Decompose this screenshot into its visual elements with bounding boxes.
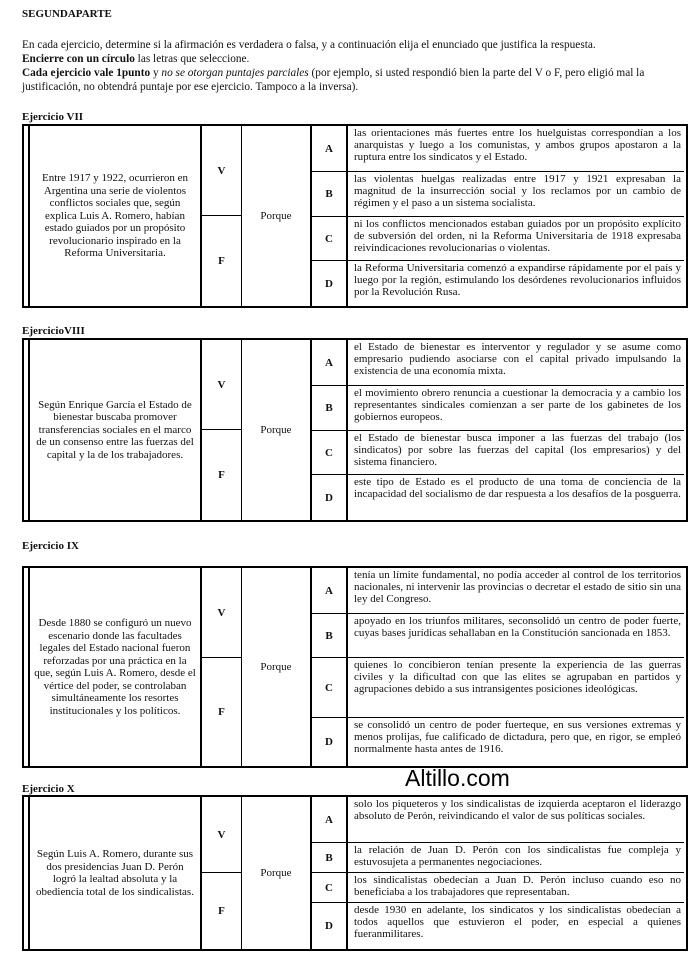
exercise-9-porque: Porque bbox=[242, 568, 312, 766]
exercise-9-option-a: tenía un límite fundamental, no podía acceder al control de los territorios nacionales, ni intervenir las provincias o decretar el estado de sitio sin una ley del Congreso. bbox=[348, 568, 684, 614]
instruction-line-1: En cada ejercicio, determine si la afirmación es verdadera o falsa, y a continuación elija el enunciado que justifica la respuesta. bbox=[22, 39, 596, 51]
exercise-10-title: Ejercicio X bbox=[22, 783, 75, 795]
exercise-7-true-option[interactable]: V bbox=[202, 126, 242, 216]
exercise-9-option-b: apoyado en los triunfos militares, seconsolidó un centro de poder fuerte, cuyas bases jurídicas sehallaban en la Constitución sancionada en 1853. bbox=[348, 614, 684, 658]
exercise-10-letter-b[interactable]: B bbox=[312, 843, 348, 873]
exercise-8-true-option[interactable]: V bbox=[202, 340, 242, 430]
exercise-9-title: Ejercicio IX bbox=[22, 540, 79, 552]
exercise-9-false-option[interactable]: F bbox=[202, 658, 242, 766]
section-title: SEGUNDAPARTE bbox=[22, 8, 112, 20]
exercise-7-porque: Porque bbox=[242, 126, 312, 306]
instruction-line-2: Encierre con un círculo las letras que seleccione. bbox=[22, 53, 250, 65]
exercise-8-option-a: el Estado de bienestar es interventor y regulador y se asume como empresario pudiendo asociarse con el capital privado impulsando la existencia de una economía mixta. bbox=[348, 340, 684, 386]
exercise-7-title: Ejercicio VII bbox=[22, 111, 83, 123]
exercise-10-option-b: la relación de Juan D. Perón con los sindicalistas fue compleja y estuvosujeta a permanentes negociaciones. bbox=[348, 843, 684, 873]
exercise-9-option-c: quienes lo concibieron tenían presente la experiencia de las guerras civiles y la dificultad con que las elites se agrupaban en partidos y agrupaciones debido a sus intransigentes posiciones ideológicas. bbox=[348, 658, 684, 718]
exercise-8-table bbox=[22, 338, 688, 522]
instruction-line-3: Cada ejercicio vale 1punto y no se otorgan puntajes parciales (por ejemplo, si usted respondió bien la parte del V o F, pero eligió mal la justificación, no obtendrá puntaje por ese ejercicio. Tampoco a la inversa). bbox=[22, 67, 645, 93]
exercise-10-true-option[interactable]: V bbox=[202, 797, 242, 873]
exercise-7-option-d: la Reforma Universitaria comenzó a expandirse rápidamente por el país y luego por la región, estimulando los desórdenes revolucionarios influidos por la Revolución Rusa. bbox=[354, 262, 681, 299]
exercise-10-option-a: solo los piqueteros y los sindicalistas de izquierda aceptaron el liderazgo absoluto de Perón, reivindicando el valor de sus políticas sociales. bbox=[348, 797, 684, 843]
exercise-8-letter-b[interactable]: B bbox=[312, 386, 348, 431]
exercise-9-statement: Desde 1880 se configuró un nuevo escenario donde las facultades legales del Estado nacional fueron reforzadas por una práctica en la que, según Luis A. Romero, desde el vértice del poder, se controlaban simultáneamente los resortes institucionales y los políticos. bbox=[28, 568, 202, 766]
exercise-8-letter-c[interactable]: C bbox=[312, 431, 348, 475]
exercise-8-option-c: el Estado de bienestar busca imponer a las fuerzas del trabajo (los sindicatos) por sobre las fuerzas del capital (los empresarios) y del sistema financiero. bbox=[348, 431, 684, 475]
exercise-7-letter-a[interactable]: A bbox=[312, 126, 348, 172]
altillo-watermark: Altillo.com bbox=[405, 765, 510, 791]
exercise-7-statement: Entre 1917 y 1922, ocurrieron en Argentina una serie de violentos conflictos sociales que, según explica Luis A. Romero, habían estado guiados por un propósito revolucionario inspirado en la Reforma Universitaria. bbox=[28, 126, 202, 306]
exercise-8-option-d: este tipo de Estado es el producto de una toma de conciencia de la incapacidad del socialismo de dar respuesta a los desafíos de la posguerra. bbox=[354, 476, 681, 501]
exercise-10-statement: Según Luis A. Romero, durante sus dos presidencias Juan D. Perón logró la lealtad absoluta y la obediencia total de los sindicalistas. bbox=[28, 797, 202, 949]
exercise-10-letter-c[interactable]: C bbox=[312, 873, 348, 903]
exercise-8-letter-a[interactable]: A bbox=[312, 340, 348, 386]
exercise-8-title: EjercicioVIII bbox=[22, 325, 85, 337]
exercise-9-letter-d[interactable]: D bbox=[312, 718, 348, 766]
exercise-10-letter-d[interactable]: D bbox=[312, 903, 348, 949]
exercise-7-letter-b[interactable]: B bbox=[312, 172, 348, 217]
exercise-8-letter-d[interactable]: D bbox=[312, 475, 348, 520]
exercise-10-porque: Porque bbox=[242, 797, 312, 949]
exercise-9-true-option[interactable]: V bbox=[202, 568, 242, 658]
exercise-10-option-d: desde 1930 en adelante, los sindicatos y los sindicalistas obedecían a todos aquellos que estuvieron el poder, en especial a quienes fueranmilitares. bbox=[354, 904, 681, 941]
exercise-7-letter-c[interactable]: C bbox=[312, 217, 348, 261]
exercise-8-false-option[interactable]: F bbox=[202, 430, 242, 520]
exercise-8-porque: Porque bbox=[242, 340, 312, 520]
instructions bbox=[22, 38, 687, 94]
exercise-7-letter-d[interactable]: D bbox=[312, 261, 348, 306]
exercise-10-table bbox=[22, 795, 688, 951]
exercise-7-option-b: las violentas huelgas realizadas entre 1917 y 1921 expresaban la magnitud de la insurrección social y los reclamos por un cambio de régimen y el paso a un sistema socialista. bbox=[348, 172, 684, 217]
exercise-9-letter-b[interactable]: B bbox=[312, 614, 348, 658]
exercise-9-option-d: se consolidó un centro de poder fuerteque, en sus versiones extremas y menos prolijas, fue calificado de dictadura, pero que, en rigor, se empleó normalmente hasta antes de 1916. bbox=[354, 719, 681, 756]
exercise-10-letter-a[interactable]: A bbox=[312, 797, 348, 843]
exercise-9-letter-c[interactable]: C bbox=[312, 658, 348, 718]
exercise-10-option-c: los sindicalistas obedecían a Juan D. Perón incluso cuando eso no beneficiaba a los trabajadores que representaban. bbox=[348, 873, 684, 903]
exercise-9-table bbox=[22, 566, 688, 768]
exercise-9-letter-a[interactable]: A bbox=[312, 568, 348, 614]
exercise-8-option-b: el movimiento obrero renuncia a cuestionar la democracia y a cambio los representantes sindicales comienzan a ser parte de los gabinetes de los gobiernos europeos. bbox=[348, 386, 684, 431]
exercise-7-option-a: las orientaciones más fuertes entre los huelguistas correspondían a los anarquistas y luego a los comunistas, y ambos grupos apostaron a la ruptura entre los sindicatos y el Estado. bbox=[348, 126, 684, 172]
exercise-8-statement: Según Enrique García el Estado de bienestar buscaba promover transferencias sociales en el marco de un consenso entre las fuerzas del capital y la de los trabajadores. bbox=[28, 340, 202, 520]
exercise-7-table bbox=[22, 124, 688, 308]
exercise-7-false-option[interactable]: F bbox=[202, 216, 242, 306]
exercise-7-option-c: ni los conflictos mencionados estaban guiados por un propósito explícito de subversión del orden, ni la Reforma Universitaria de 1918 expresaba reivindicaciones revolucionarias o violentas. bbox=[348, 217, 684, 261]
exercise-10-false-option[interactable]: F bbox=[202, 873, 242, 949]
